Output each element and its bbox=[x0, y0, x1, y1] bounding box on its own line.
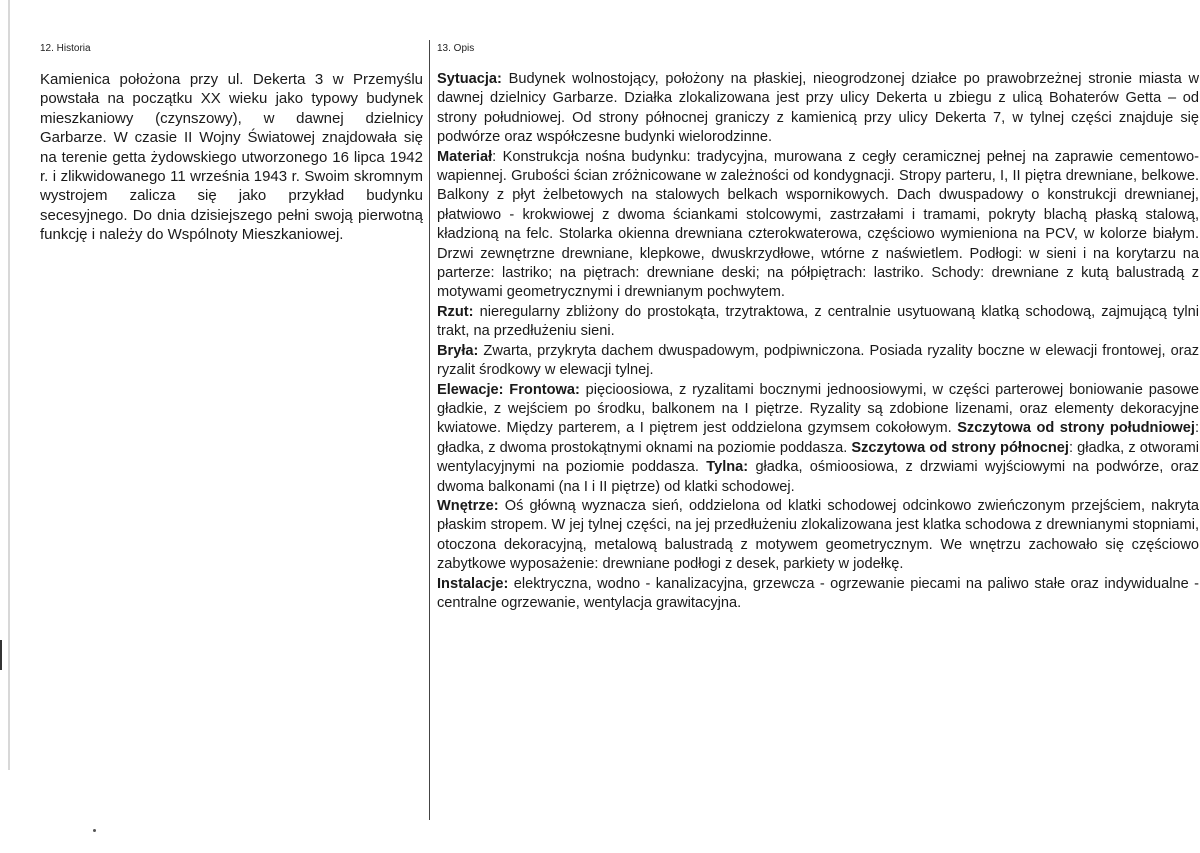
text-szczytowa-polnocna: : gładka, z otworami wentylacyjnymi na poziomie poddasza. bbox=[437, 439, 1199, 476]
paragraph-wnetrze bbox=[437, 497, 1199, 575]
label-szczytowa-poludniowa: Szczytowa od strony południowej bbox=[957, 420, 1195, 437]
text-rzut: nieregularny zbliżony do prostokąta, trzytraktowa, z centralnie usytuowaną klatką schodową, zajmującą tylni trakt, na przedłużeniu sieni. bbox=[437, 303, 1199, 340]
label-sytuacja: Sytuacja: bbox=[437, 71, 502, 87]
scan-edge-mark bbox=[0, 640, 2, 670]
text-tylna: gładka, ośmioosiowa, z drzwiami wyjściowymi na podwórze, oraz dwoma balkonami (na I i II piętrze) od klatki schodowej. bbox=[437, 459, 1199, 495]
text-wnetrze: Oś główną wyznacza sień, oddzielona od klatki schodowej odcinkowo zwieńczonym przejściem, nakryta płaskim stropem. W jej tylnej części, na jej przedłużeniu zlokalizowana jest klatka schodowa z drewnianymi stopniami, otoczona dekoracyjną, metalową balustradą z motywem geometrycznym. We wnętrzu zachowało się częściowo zabytkowe wyposażenie: drewniane podłogi z desek, parkiety w jodełkę. bbox=[437, 497, 1199, 573]
paragraph-instalacje bbox=[437, 575, 1199, 614]
text-elewacje: pięcioosiowa, z ryzalitami bocznymi jednoosiowymi, w części parterowej boniowanie pasowe gładkie, z wejściem po środku, balkonem na I piętrze. Ryzality są zdobione lizenami, oraz elementy dekoracyjne kwiatowe. Między parterem, a I piętrem jest oddzielona gzymsem cokołowym. bbox=[437, 381, 1199, 437]
label-material: Materiał bbox=[437, 148, 493, 165]
paragraph-sytuacja bbox=[437, 70, 1199, 148]
text-bryla: Zwarta, przykryta dachem dwuspadowym, podpiwniczona. Posiada ryzality boczne w elewacji frontowej, oraz ryzalit środkowy w elewacji tylnej. bbox=[437, 342, 1199, 379]
label-szczytowa-polnocna: Szczytowa od strony północnej bbox=[851, 439, 1069, 456]
paragraph-material bbox=[437, 148, 1199, 303]
paragraph-bryla bbox=[437, 342, 1199, 381]
label-bryla: Bryła: bbox=[437, 342, 479, 359]
page-edge-shadow bbox=[8, 0, 10, 770]
column-divider bbox=[429, 40, 430, 820]
text-material: : Konstrukcja nośna budynku: tradycyjna, murowana z cegły ceramicznej pełnej na zaprawie cementowo-wapiennej. Grubości ścian zróżnicowane w zależności od kondygnacji. Stropy parteru, I, II piętra drewniane, belkowe. Balkony z płyt żelbetowych na stalowych belkach wspornikowych. Dach dwuspadowy o konstrukcji drewnianej, płatwiowo - krokwiowej z dwoma ściankami stolcowymi, zastrzałami i tramami, pokryty blachą płaską stalową, kładzioną na felc. Stolarka okienna drewniana czterokwaterowa, częściowo wymieniona na PCV, w kolorze białym. Drzwi zewnętrzne drewniane, klepkowe, dwuskrzydłowe, wtórne z naświetlem. Podłogi: w sieni i na korytarzu na parterze: lastriko; na piętrach: drewniane deski; na półpiętrach: lastriko. Schody: drewniane z kutą balustradą z motywami geometrycznymi i drewnianym pochwytem. bbox=[437, 148, 1199, 301]
label-tylna: Tylna: bbox=[706, 459, 749, 476]
label-instalacje: Instalacje: bbox=[437, 575, 509, 592]
description-header: 13. Opis bbox=[437, 43, 475, 54]
scan-speck bbox=[93, 829, 96, 832]
label-elewacje: Elewacje: Frontowa: bbox=[437, 381, 580, 398]
text-instalacje: elektryczna, wodno - kanalizacyjna, grzewcza - ogrzewanie piecami na paliwo stałe oraz indywidualne - centralne ogrzewanie, wentylacja grawitacyjna. bbox=[437, 575, 1199, 611]
label-wnetrze: Wnętrze: bbox=[437, 497, 499, 514]
label-rzut: Rzut: bbox=[437, 303, 474, 320]
paragraph-rzut bbox=[437, 303, 1199, 342]
description-text bbox=[437, 70, 1199, 613]
history-text: Kamienica położona przy ul. Dekerta 3 w Przemyślu powstała na początku XX wieku jako typowy budynek mieszkaniowy (czynszowy), w dawnej dzielnicy Garbarze. W czasie II Wojny Światowej znajdowała się na terenie getta żydowskiego utworzonego 16 lipca 1942 r. i zlikwidowanego 11 września 1943 r. Swoim skromnym wystrojem zalicza się jako przykład budynku secesyjnego. Do dnia dzisiejszego pełni swoją pierwotną funkcję i należy do Wspólnoty Mieszkaniowej. bbox=[40, 71, 423, 244]
paragraph-elewacje bbox=[437, 381, 1199, 497]
history-header: 12. Historia bbox=[40, 43, 91, 54]
text-szczytowa-poludniowa: : gładka, z dwoma prostokątnymi oknami na poziomie poddasza. bbox=[437, 420, 1200, 456]
text-sytuacja: Budynek wolnostojący, położony na płaskiej, nieogrodzonej działce po prawobrzeżnej stronie miasta w dawnej dzielnicy Garbarze. Działka zlokalizowana jest przy ulicy Dekerta u zbiegu z ulicą Bohaterów Getta – od strony południowej. Od strony północnej graniczy z kamienicą przy ulicy Dekerta 7, w tylnej części znajduje się podwórze oraz współczesne budynki wielorodzinne. bbox=[437, 71, 1199, 146]
